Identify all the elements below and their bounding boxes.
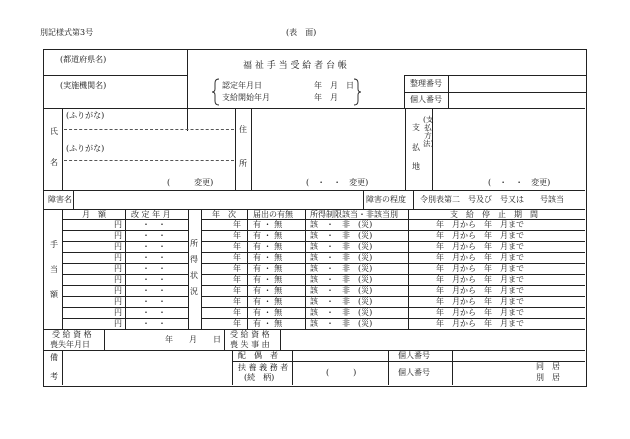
amount-side-1: 手 (50, 240, 58, 249)
amount-date-dots: ・ ・ (142, 231, 166, 240)
col-income-limit: 所得制限該当・非該当別 (310, 210, 398, 219)
amount-yen-unit: 円 (114, 275, 122, 284)
income-stop-cell: 年 月から 年 月まで (436, 297, 524, 306)
address-label-2: 所 (239, 159, 247, 168)
income-report-cell: 有 ・ 無 (253, 297, 283, 306)
income-stop-cell: 年 月から 年 月まで (436, 264, 524, 273)
cert-date-label: 認定年月日 (222, 81, 262, 90)
relationship-paren: ( ) (326, 368, 357, 377)
disability-degree-label: 障害の程度 (366, 195, 406, 204)
amount-date-dots: ・ ・ (142, 253, 166, 262)
agency-label: (実施機関名) (60, 81, 107, 90)
remarks-label-1: 備 (50, 353, 58, 362)
amount-yen-unit: 円 (114, 319, 122, 328)
lost-date-label-2: 喪失年月日 (50, 340, 90, 349)
income-report-cell: 有 ・ 無 (253, 319, 283, 328)
disability-classification: 令別表第二 号及び 号又は 号該当 (420, 195, 564, 204)
name-change: ( 変更) (167, 178, 214, 187)
income-report-cell: 有 ・ 無 (253, 308, 283, 317)
income-report-cell: 有 ・ 無 (253, 231, 283, 240)
amount-yen-unit: 円 (114, 220, 122, 229)
payment-method-label: (支払方法) (423, 115, 434, 148)
form-number: 別記様式第3号 (40, 28, 94, 37)
amount-yen-unit: 円 (114, 264, 122, 273)
amount-yen-unit: 円 (114, 286, 122, 295)
income-stop-cell: 年 月から 年 月まで (436, 275, 524, 284)
amount-date-dots: ・ ・ (142, 220, 166, 229)
income-year-cell: 年 (233, 242, 241, 251)
form-title: 福 祉 手 当 受 給 者 台 帳 (243, 61, 347, 71)
personal-number-label-1: 個人番号 (398, 351, 430, 360)
income-limit-cell: 該 ・ 非 (災) (310, 275, 373, 284)
amount-side-2: 当 (50, 265, 58, 274)
page-side-label: (表 面) (286, 28, 317, 37)
income-stop-cell: 年 月から 年 月まで (436, 242, 524, 251)
furigana-label-1: (ふりがな) (66, 111, 105, 120)
income-year-cell: 年 (233, 220, 241, 229)
income-limit-cell: 該 ・ 非 (災) (310, 253, 373, 262)
col-stop-period: 支 給 停 止 期 間 (450, 210, 538, 219)
income-report-cell: 有 ・ 無 (253, 286, 283, 295)
spouse-label: 配 偶 者 (238, 351, 278, 360)
income-year-cell: 年 (233, 308, 241, 317)
furigana-label-2: (ふりがな) (66, 144, 105, 153)
income-limit-cell: 該 ・ 非 (災) (310, 297, 373, 306)
payee-change: ( ・ ・ 変更) (488, 178, 551, 187)
col-monthly-amount: 月 額 (82, 210, 106, 219)
col-revision-date: 改 定 年 月 (131, 210, 171, 219)
lost-date-label-1: 受 給 資 格 (52, 330, 92, 339)
amount-date-dots: ・ ・ (142, 308, 166, 317)
income-report-cell: 有 ・ 無 (253, 253, 283, 262)
income-stop-cell: 年 月から 年 月まで (436, 308, 524, 317)
disability-name-label: 障害名 (48, 195, 72, 204)
income-limit-cell: 該 ・ 非 (災) (310, 264, 373, 273)
amount-yen-unit: 円 (114, 253, 122, 262)
payee-label-3: 地 (412, 162, 420, 171)
remarks-label-2: 考 (50, 372, 58, 381)
lost-date-units: 年 月 日 (165, 335, 221, 344)
name-label-2: 名 (50, 158, 58, 167)
income-stop-cell: 年 月から 年 月まで (436, 231, 524, 240)
lost-reason-label-2: 喪 失 事 由 (230, 340, 270, 349)
amount-date-dots: ・ ・ (142, 242, 166, 251)
prefecture-label: (都道府県名) (60, 55, 107, 64)
income-side-1: 所 (190, 239, 198, 248)
address-change: ( ・ ・ 変更) (306, 178, 369, 187)
col-year: 年 次 (212, 210, 236, 219)
income-stop-cell: 年 月から 年 月まで (436, 319, 524, 328)
lost-reason-label-1: 受 給 資 格 (230, 330, 270, 339)
dependent-label-2: (続 柄) (244, 373, 275, 382)
personal-number-label-2: 個人番号 (398, 368, 430, 377)
income-limit-cell: 該 ・ 非 (災) (310, 242, 373, 251)
amount-yen-unit: 円 (114, 308, 122, 317)
income-stop-cell: 年 月から 年 月まで (436, 253, 524, 262)
income-year-cell: 年 (233, 231, 241, 240)
payee-label-1: 支 (412, 123, 420, 132)
name-label-1: 氏 (50, 127, 58, 136)
address-label-1: 住 (239, 125, 247, 134)
payee-label-2: 払 (412, 143, 420, 152)
income-year-cell: 年 (233, 286, 241, 295)
income-limit-cell: 該 ・ 非 (災) (310, 319, 373, 328)
start-date-label: 支給開始年月 (222, 93, 270, 102)
amount-date-dots: ・ ・ (142, 297, 166, 306)
cohabit-label: 同 居 (536, 362, 560, 371)
dependent-label-1: 扶 養 義 務 者 (238, 363, 289, 372)
income-report-cell: 有 ・ 無 (253, 242, 283, 251)
income-limit-cell: 該 ・ 非 (災) (310, 231, 373, 240)
ref-number-label: 整理番号 (410, 79, 442, 88)
income-report-cell: 有 ・ 無 (253, 275, 283, 284)
amount-date-dots: ・ ・ (142, 319, 166, 328)
income-year-cell: 年 (233, 264, 241, 273)
income-year-cell: 年 (233, 275, 241, 284)
amount-yen-unit: 円 (114, 231, 122, 240)
amount-date-dots: ・ ・ (142, 286, 166, 295)
income-side-2: 得 (190, 255, 198, 264)
income-side-3: 状 (190, 271, 198, 280)
income-limit-cell: 該 ・ 非 (災) (310, 286, 373, 295)
income-limit-cell: 該 ・ 非 (災) (310, 220, 373, 229)
income-stop-cell: 年 月から 年 月まで (436, 286, 524, 295)
income-report-cell: 有 ・ 無 (253, 264, 283, 273)
income-report-cell: 有 ・ 無 (253, 220, 283, 229)
amount-yen-unit: 円 (114, 297, 122, 306)
separate-label: 別 居 (536, 373, 560, 382)
col-report: 届出の有無 (253, 210, 293, 219)
amount-side-3: 額 (50, 290, 58, 299)
income-limit-cell: 該 ・ 非 (災) (310, 308, 373, 317)
income-side-4: 況 (190, 287, 198, 296)
amount-date-dots: ・ ・ (142, 275, 166, 284)
income-year-cell: 年 (233, 297, 241, 306)
personal-number-label: 個人番号 (410, 95, 442, 104)
cert-date-units: 年 月 日 (314, 81, 354, 90)
amount-yen-unit: 円 (114, 242, 122, 251)
amount-date-dots: ・ ・ (142, 264, 166, 273)
income-stop-cell: 年 月から 年 月まで (436, 220, 524, 229)
start-date-units: 年 月 (314, 93, 338, 102)
income-year-cell: 年 (233, 253, 241, 262)
income-year-cell: 年 (233, 319, 241, 328)
